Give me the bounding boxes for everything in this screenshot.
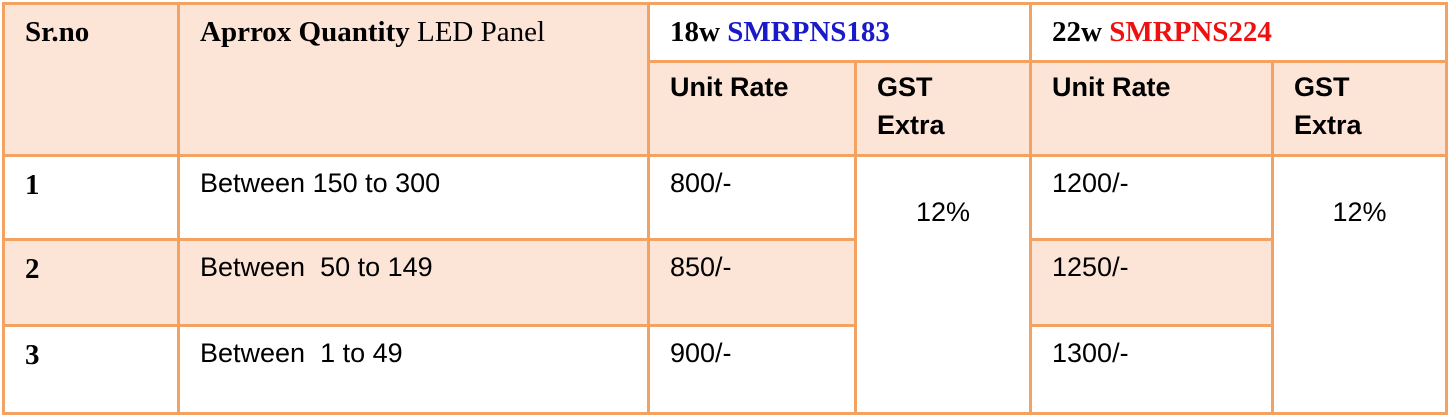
row-sr [4, 156, 179, 240]
gst-22w-value: 12% [1332, 197, 1387, 227]
gst-22w-cell [1273, 156, 1447, 414]
gst-18w-cell [856, 156, 1031, 414]
row-quantity-value: Between 150 to 300 [200, 168, 441, 198]
unit-rate-label: Unit Rate [670, 72, 789, 102]
subheader-18w-unit-rate [649, 62, 856, 156]
row-quantity [179, 156, 649, 240]
row-sr [4, 240, 179, 326]
header-quantity-rest: LED Panel [409, 16, 546, 48]
row-sr-value: 2 [25, 253, 40, 285]
header-quantity-bold: Aprrox Quantity [200, 16, 410, 48]
header-sr-no [4, 4, 179, 156]
header-22w-model: SMRPNS224 [1109, 16, 1272, 48]
row-rate-22w-value: 1250/- [1052, 252, 1129, 282]
gst-18w-value: 12% [915, 197, 971, 227]
gst-label-line1: GST [1294, 72, 1350, 102]
row-rate-18w [649, 240, 856, 326]
row-rate-22w-value: 1200/- [1052, 168, 1129, 198]
table-row [4, 240, 1447, 326]
gst-label-line2: Extra [1294, 109, 1362, 140]
row-quantity [179, 240, 649, 326]
table-row [4, 326, 1447, 414]
header-sr-no-label: Sr.no [25, 16, 90, 48]
subheader-22w-gst [1273, 62, 1447, 156]
price-table [2, 2, 1448, 415]
header-22w [1031, 4, 1447, 62]
row-rate-22w [1031, 326, 1273, 414]
header-row [4, 4, 1447, 62]
row-rate-18w-value: 850/- [670, 252, 732, 282]
row-rate-18w [649, 156, 856, 240]
row-rate-22w [1031, 156, 1273, 240]
row-sr-value: 1 [25, 169, 40, 201]
header-18w [649, 4, 1031, 62]
header-22w-watt: 22w [1052, 16, 1110, 48]
gst-label-line2: Extra [877, 109, 945, 140]
row-quantity [179, 326, 649, 414]
subheader-18w-gst [856, 62, 1031, 156]
row-quantity-value: Between 50 to 149 [200, 252, 433, 282]
row-rate-22w [1031, 240, 1273, 326]
row-rate-18w-value: 800/- [670, 168, 732, 198]
row-rate-22w-value: 1300/- [1052, 338, 1129, 368]
table-row [4, 156, 1447, 240]
row-quantity-value: Between 1 to 49 [200, 338, 403, 368]
row-sr [4, 326, 179, 414]
gst-label-line1: GST [877, 72, 933, 102]
header-18w-model: SMRPNS183 [727, 16, 890, 48]
unit-rate-label: Unit Rate [1052, 72, 1171, 102]
row-rate-18w [649, 326, 856, 414]
row-rate-18w-value: 900/- [670, 338, 732, 368]
subheader-22w-unit-rate [1031, 62, 1273, 156]
header-18w-watt: 18w [670, 16, 728, 48]
header-quantity [179, 4, 649, 156]
row-sr-value: 3 [25, 339, 40, 371]
